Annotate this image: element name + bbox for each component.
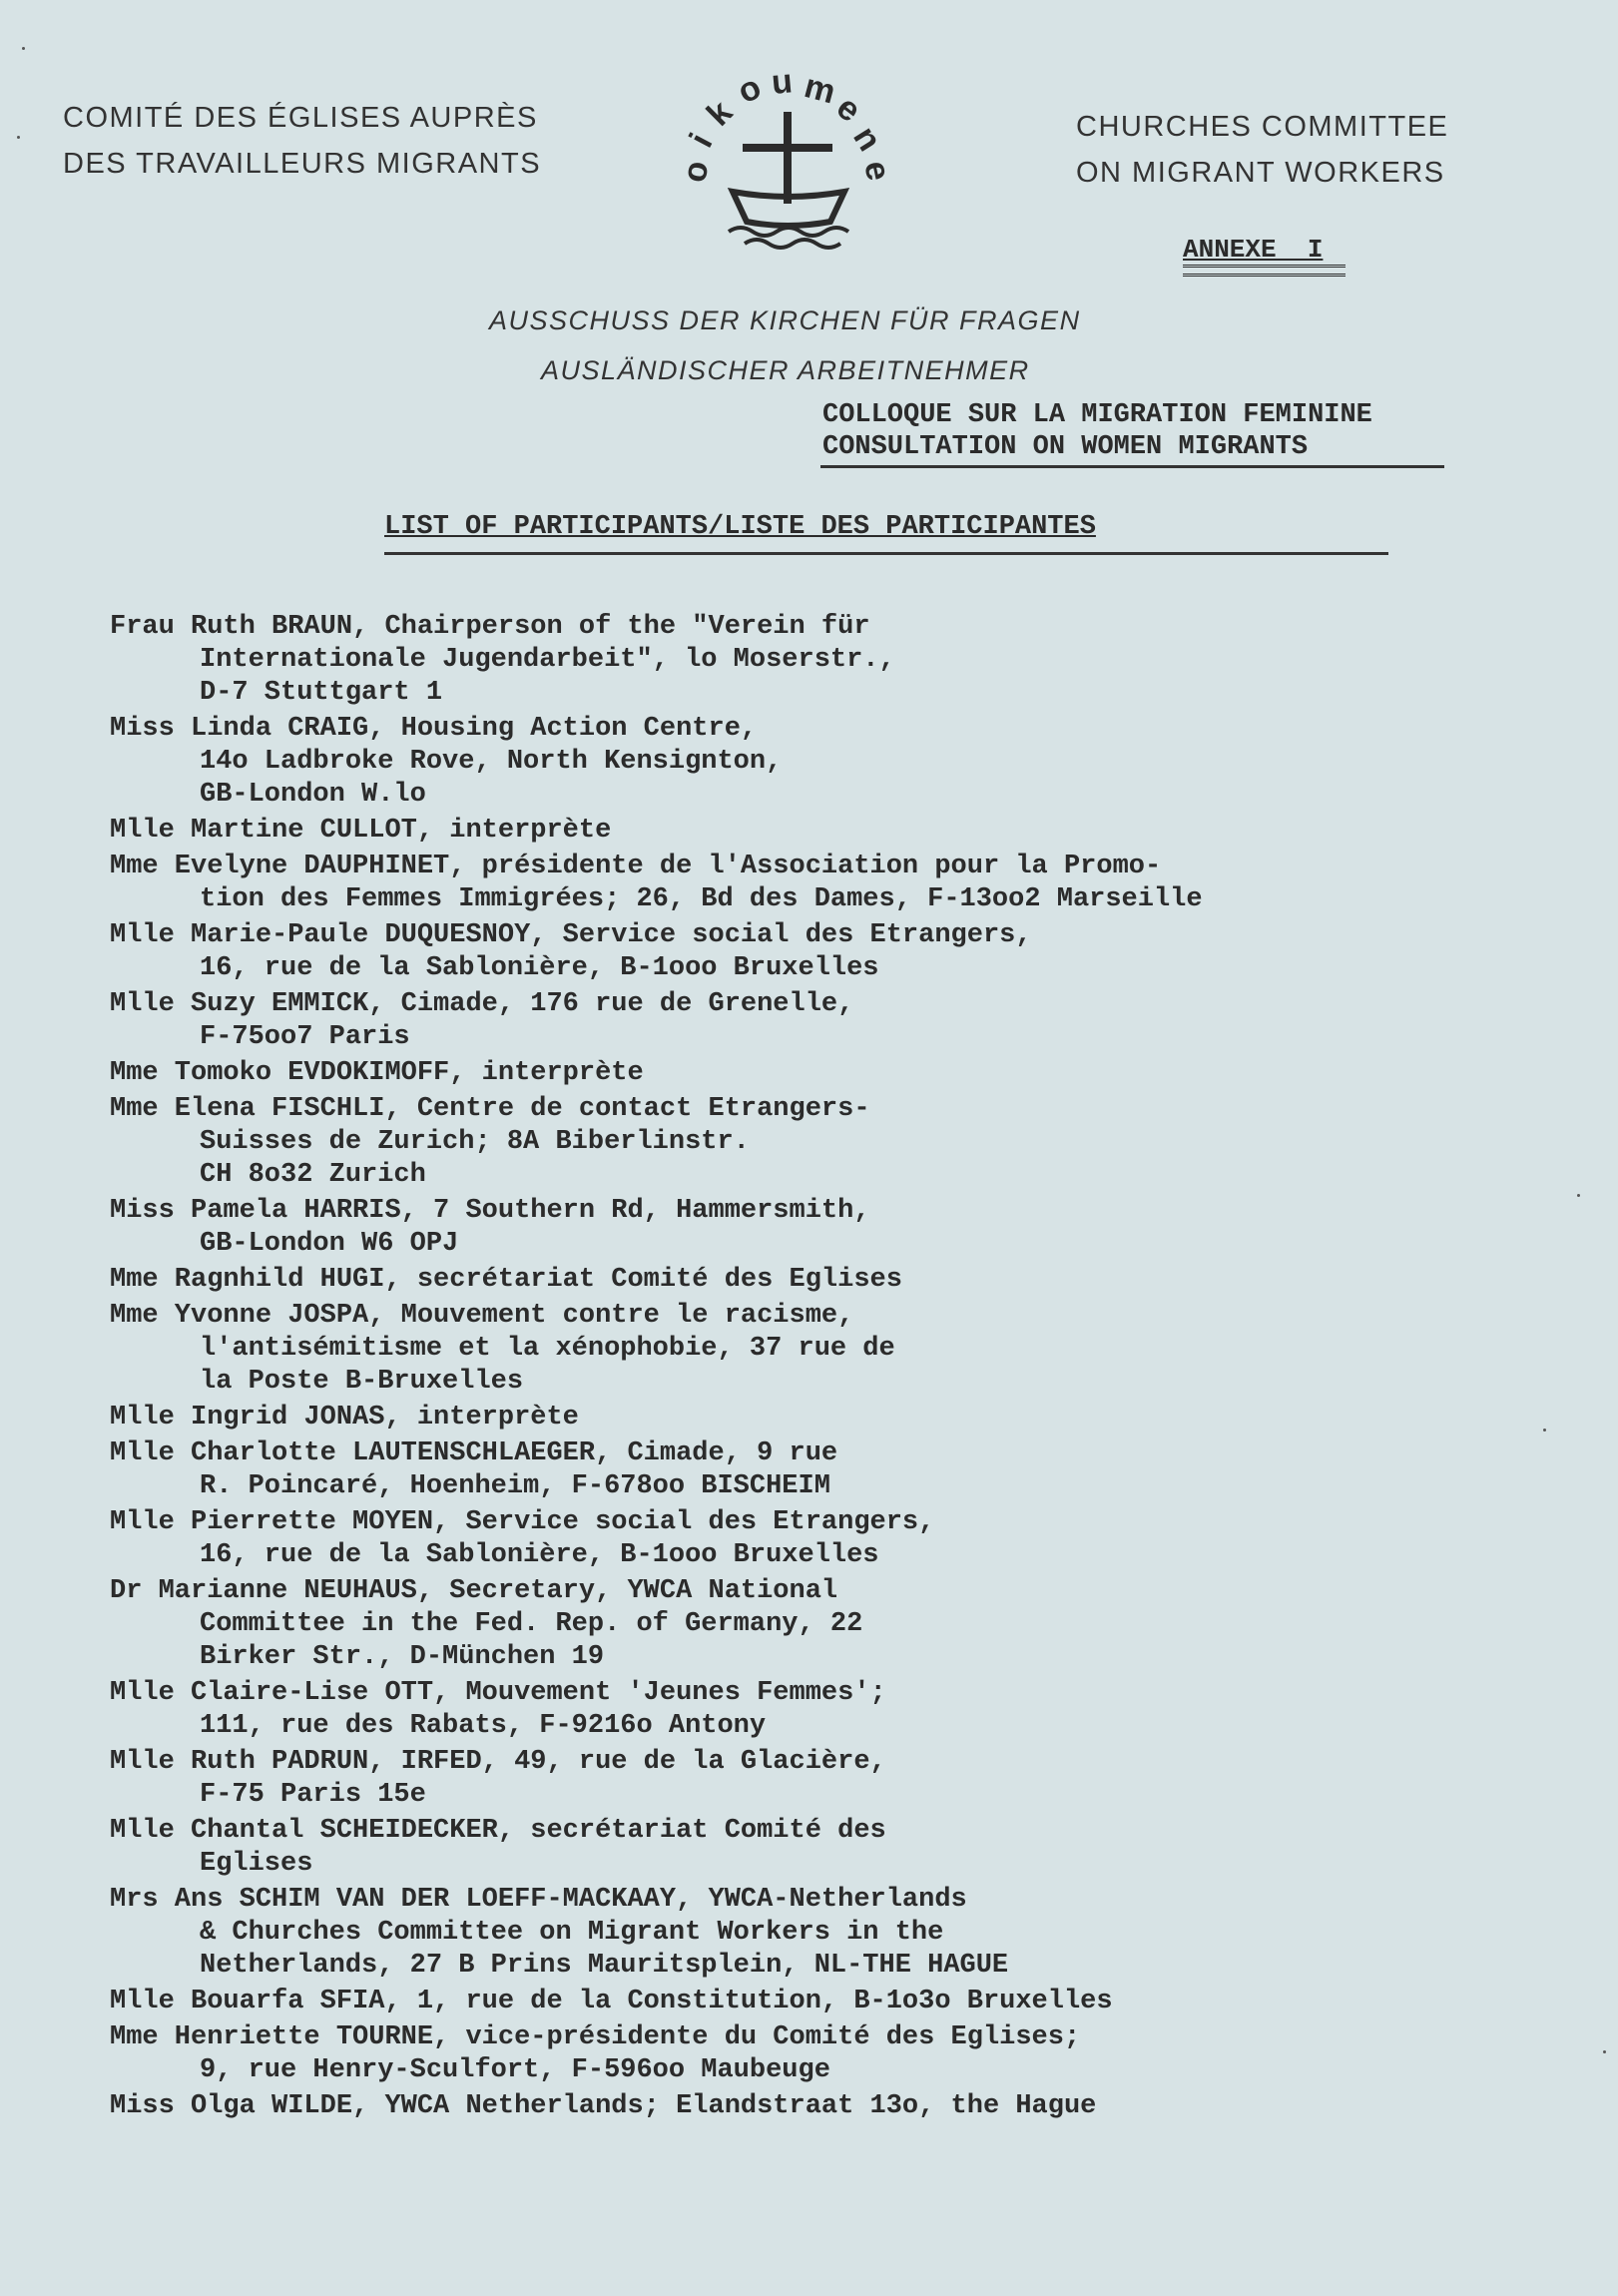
participant-entry (110, 1195, 1547, 1261)
scan-speck (1603, 2050, 1606, 2053)
participant-name-line: Mlle Marie-Paule DUQUESNOY, Service social des Etrangers, (110, 920, 1032, 950)
participant-name-line: Mme Elena FISCHLI, Centre de contact Etrangers- (110, 1094, 870, 1124)
participant-name-line: Mrs Ans SCHIM VAN DER LOEFF-MACKAAY, YWCA-Netherlands (110, 1885, 967, 1915)
participant-name-line: Mlle Ingrid JONAS, interprète (110, 1403, 579, 1433)
double-underline (1183, 265, 1346, 277)
participant-address-line: GB-London W.lo (200, 780, 426, 810)
participant-name-line: Mlle Suzy EMMICK, Cimade, 176 rue de Grenelle, (110, 989, 854, 1019)
participant-name-line: Mlle Martine CULLOT, interprète (110, 816, 612, 846)
participant-address-line: Suisses de Zurich; 8A Biberlinstr. (200, 1127, 750, 1157)
participant-entry (110, 713, 1547, 812)
participant-address-line: 111, rue des Rabats, F-9216o Antony (200, 1711, 767, 1741)
participant-address-line: l'antisémitisme et la xénophobie, 37 rue de (200, 1334, 895, 1364)
participant-name-line: Mlle Chantal SCHEIDECKER, secrétariat Comité des (110, 1816, 886, 1846)
participant-list (110, 611, 1547, 2126)
event-title-rule (820, 465, 1444, 468)
participant-entry (110, 1402, 1547, 1435)
oikoumene-logo (675, 62, 898, 254)
svg-text:m: m (800, 67, 839, 112)
participant-entry (110, 851, 1547, 916)
participant-name-line: Mlle Charlotte LAUTENSCHLAEGER, Cimade, 9 rue (110, 1438, 838, 1468)
list-title: LIST OF PARTICIPANTS/LISTE DES PARTICIPANTES (384, 512, 1096, 542)
participant-address-line: CH 8o32 Zurich (200, 1160, 426, 1190)
participant-name-line: Mlle Claire-Lise OTT, Mouvement 'Jeunes Femmes'; (110, 1678, 886, 1708)
participant-name-line: Mlle Pierrette MOYEN, Service social des Etrangers, (110, 1507, 935, 1537)
participant-name-line: Mlle Bouarfa SFIA, 1, rue de la Constitution, B-1o3o Bruxelles (110, 1987, 1113, 2016)
participant-address-line: Birker Str., D-München 19 (200, 1642, 605, 1672)
participant-entry (110, 1677, 1547, 1743)
participant-name-line: Frau Ruth BRAUN, Chairperson of the "Verein für (110, 612, 870, 642)
participant-entry (110, 2021, 1547, 2087)
participant-name-line: Mme Evelyne DAUPHINET, présidente de l'Association pour la Promo- (110, 852, 1162, 881)
french-org-line: COMITÉ DES ÉGLISES AUPRÈS (63, 102, 538, 134)
participant-entry (110, 919, 1547, 985)
participant-entry (110, 1437, 1547, 1503)
svg-text:i: i (682, 127, 721, 154)
svg-text:o: o (732, 68, 768, 112)
scan-speck (22, 47, 25, 50)
annex-text: ANNEXE I (1183, 235, 1324, 265)
event-title-french: COLLOQUE SUR LA MIGRATION FEMININE (822, 400, 1372, 430)
participant-entry (110, 988, 1547, 1054)
participant-name-line: Mlle Ruth PADRUN, IRFED, 49, rue de la Glacière, (110, 1747, 886, 1777)
svg-text:u: u (770, 62, 795, 102)
participant-address-line: 16, rue de la Sablonière, B-1ooo Bruxelles (200, 953, 879, 983)
participant-name-line: Miss Linda CRAIG, Housing Action Centre, (110, 714, 758, 744)
participant-entry (110, 1815, 1547, 1881)
german-org-name (489, 295, 1081, 395)
participant-entry (110, 1506, 1547, 1572)
participant-entry (110, 1093, 1547, 1192)
participant-address-line: 14o Ladbroke Rove, North Kensignton, (200, 747, 783, 777)
participant-address-line: Internationale Jugendarbeit", lo Moserstr., (200, 645, 895, 675)
participant-address-line: F-75oo7 Paris (200, 1022, 410, 1052)
scan-speck (17, 136, 20, 139)
participant-name-line: Mme Tomoko EVDOKIMOFF, interprète (110, 1058, 644, 1088)
participant-entry (110, 1300, 1547, 1399)
svg-text:n: n (845, 120, 889, 158)
english-org-name (1076, 104, 1448, 196)
english-org-line: ON MIGRANT WORKERS (1076, 157, 1445, 189)
participant-address-line: & Churches Committee on Migrant Workers in the (200, 1918, 944, 1948)
participant-entry (110, 1575, 1547, 1674)
french-org-line: DES TRAVAILLEURS MIGRANTS (63, 148, 542, 180)
participant-address-line: R. Poincaré, Hoenheim, F-678oo BISCHEIM (200, 1471, 830, 1501)
participant-name-line: Mme Yvonne JOSPA, Mouvement contre le racisme, (110, 1301, 854, 1331)
participant-name-line: Miss Pamela HARRIS, 7 Southern Rd, Hammersmith, (110, 1196, 870, 1226)
list-title-rule (384, 552, 1388, 555)
french-org-name (63, 95, 541, 187)
scan-speck (1543, 1429, 1546, 1432)
participant-entry (110, 611, 1547, 710)
participant-address-line: tion des Femmes Immigrées; 26, Bd des Dames, F-13oo2 Marseille (200, 884, 1203, 914)
event-title (822, 399, 1372, 463)
participant-address-line: Eglises (200, 1849, 313, 1879)
svg-text:e: e (856, 157, 898, 185)
participant-entry (110, 1884, 1547, 1983)
participant-name-line: Mme Ragnhild HUGI, secrétariat Comité des Eglises (110, 1265, 902, 1295)
participant-address-line: la Poste B-Bruxelles (200, 1367, 524, 1397)
german-org-line: AUSSCHUSS DER KIRCHEN FÜR FRAGEN (489, 305, 1081, 335)
participant-name-line: Mme Henriette TOURNE, vice-présidente du Comité des Eglises; (110, 2022, 1081, 2052)
svg-text:k: k (699, 93, 741, 134)
participant-address-line: 16, rue de la Sablonière, B-1ooo Bruxelles (200, 1540, 879, 1570)
participant-address-line: D-7 Stuttgart 1 (200, 678, 443, 708)
annex-label (1183, 235, 1346, 277)
participant-entry (110, 2090, 1547, 2123)
event-title-english: CONSULTATION ON WOMEN MIGRANTS (822, 432, 1309, 462)
participant-entry (110, 815, 1547, 848)
participant-address-line: F-75 Paris 15e (200, 1780, 426, 1810)
participant-address-line: Committee in the Fed. Rep. of Germany, 22 (200, 1609, 863, 1639)
participant-entry (110, 1986, 1547, 2018)
english-org-line: CHURCHES COMMITTEE (1076, 111, 1449, 143)
participant-entry (110, 1057, 1547, 1090)
svg-text:e: e (829, 88, 868, 130)
participant-address-line: Netherlands, 27 B Prins Mauritsplein, NL-THE HAGUE (200, 1951, 1009, 1981)
scan-speck (1577, 1194, 1580, 1197)
svg-text:o: o (675, 158, 717, 186)
participant-address-line: GB-London W6 OPJ (200, 1229, 459, 1259)
participant-entry (110, 1746, 1547, 1812)
participant-entry (110, 1264, 1547, 1297)
german-org-line: AUSLÄNDISCHER ARBEITNEHMER (541, 355, 1030, 385)
participant-name-line: Miss Olga WILDE, YWCA Netherlands; Elandstraat 13o, the Hague (110, 2091, 1097, 2121)
participant-name-line: Dr Marianne NEUHAUS, Secretary, YWCA National (110, 1576, 838, 1606)
participant-address-line: 9, rue Henry-Sculfort, F-596oo Maubeuge (200, 2055, 830, 2085)
